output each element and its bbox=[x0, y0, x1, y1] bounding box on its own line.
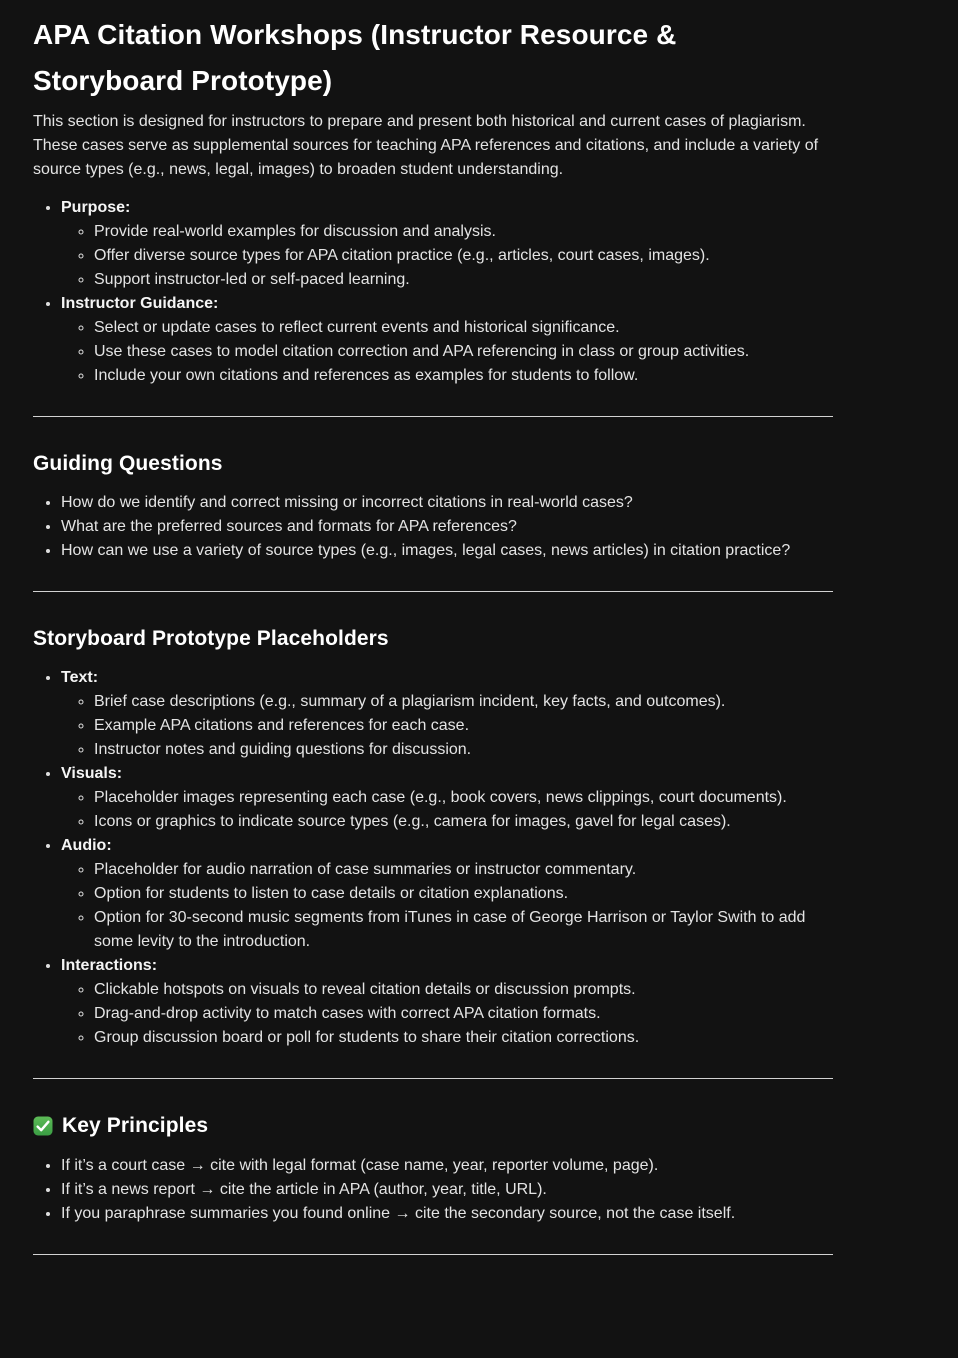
section-divider bbox=[33, 1254, 833, 1255]
list-item-label: Purpose: bbox=[61, 198, 131, 216]
section-heading-guiding-questions: Guiding Questions bbox=[33, 451, 223, 475]
list-item: • How do we identify and correct missing or incorrect citations in real-world cases? bbox=[61, 491, 833, 515]
list-item-label: Audio: bbox=[61, 837, 112, 855]
sub-list-item: ◦ Include your own citations and references as examples for students to follow. bbox=[94, 364, 833, 388]
sub-list bbox=[61, 978, 833, 1050]
section-heading-label: Key Principles bbox=[62, 1114, 209, 1138]
page-title: APA Citation Workshops (Instructor Resource & Storyboard Prototype) bbox=[33, 19, 677, 96]
section-divider bbox=[33, 416, 833, 417]
list-item-audio bbox=[61, 834, 833, 954]
guiding-questions-list bbox=[33, 491, 833, 563]
sub-list-item: ◦ Brief case descriptions (e.g., summary of a plagiarism incident, key facts, and outcomes). bbox=[94, 690, 833, 714]
sub-list-item: ◦ Option for students to listen to case details or citation explanations. bbox=[94, 882, 833, 906]
sub-list bbox=[61, 690, 833, 762]
sub-list bbox=[61, 316, 833, 388]
list-item: • If it’s a court case → cite with legal format (case name, year, reporter volume, page). bbox=[61, 1154, 833, 1178]
sub-list-item: ◦ Offer diverse source types for APA citation practice (e.g., articles, court cases, images). bbox=[94, 244, 833, 268]
overview-list bbox=[33, 196, 833, 388]
sub-list bbox=[61, 858, 833, 954]
section-heading-storyboard: Storyboard Prototype Placeholders bbox=[33, 627, 389, 651]
sub-list-item: ◦ Drag-and-drop activity to match cases with correct APA citation formats. bbox=[94, 1002, 833, 1026]
list-item-text bbox=[61, 666, 833, 762]
list-item-label: Visuals: bbox=[61, 765, 123, 783]
list-item: • If it’s a news report → cite the article in APA (author, year, title, URL). bbox=[61, 1178, 833, 1202]
sub-list-item: ◦ Provide real-world examples for discussion and analysis. bbox=[94, 220, 833, 244]
section-heading-key-principles bbox=[33, 1112, 833, 1139]
check-mark-icon bbox=[33, 1116, 53, 1136]
key-principles-list bbox=[33, 1154, 833, 1226]
intro-paragraph: This section is designed for instructors to prepare and present both historical and current cases of plagiarism. These cases serve as supplemental sources for teaching APA references and citations, and include a variety of source types (e.g., news, legal, images) to broaden student understanding. bbox=[33, 112, 819, 178]
list-item-label: Interactions: bbox=[61, 957, 158, 975]
list-item-instructor-guidance bbox=[61, 292, 833, 388]
sub-list-item: ◦ Icons or graphics to indicate source types (e.g., camera for images, gavel for legal cases). bbox=[94, 810, 833, 834]
sub-list-item: ◦ Placeholder images representing each case (e.g., book covers, news clippings, court documents). bbox=[94, 786, 833, 810]
sub-list-item: ◦ Select or update cases to reflect current events and historical significance. bbox=[94, 316, 833, 340]
sub-list-item: ◦ Support instructor-led or self-paced learning. bbox=[94, 268, 833, 292]
sub-list-item: ◦ Placeholder for audio narration of case summaries or instructor commentary. bbox=[94, 858, 833, 882]
sub-list bbox=[61, 786, 833, 834]
sub-list-item: ◦ Instructor notes and guiding questions for discussion. bbox=[94, 738, 833, 762]
sub-list bbox=[61, 220, 833, 292]
list-item-label: Text: bbox=[61, 669, 99, 687]
sub-list-item: ◦ Clickable hotspots on visuals to reveal citation details or discussion prompts. bbox=[94, 978, 833, 1002]
sub-list-item: ◦ Group discussion board or poll for students to share their citation corrections. bbox=[94, 1026, 833, 1050]
list-item: • What are the preferred sources and formats for APA references? bbox=[61, 515, 833, 539]
section-divider bbox=[33, 1078, 833, 1079]
sub-list-item: ◦ Use these cases to model citation correction and APA referencing in class or group activities. bbox=[94, 340, 833, 364]
sub-list-item: ◦ Option for 30-second music segments from iTunes in case of George Harrison or Taylor Swith to add some levity to the introduction. bbox=[94, 906, 833, 954]
list-item-interactions bbox=[61, 954, 833, 1050]
list-item: • How can we use a variety of source types (e.g., images, legal cases, news articles) in citation practice? bbox=[61, 539, 833, 563]
list-item-purpose bbox=[61, 196, 833, 292]
storyboard-list bbox=[33, 666, 833, 1050]
list-item: • If you paraphrase summaries you found online → cite the secondary source, not the case itself. bbox=[61, 1202, 833, 1226]
section-divider bbox=[33, 591, 833, 592]
sub-list-item: ◦ Example APA citations and references for each case. bbox=[94, 714, 833, 738]
list-item-label: Instructor Guidance: bbox=[61, 294, 219, 312]
list-item-visuals bbox=[61, 762, 833, 834]
